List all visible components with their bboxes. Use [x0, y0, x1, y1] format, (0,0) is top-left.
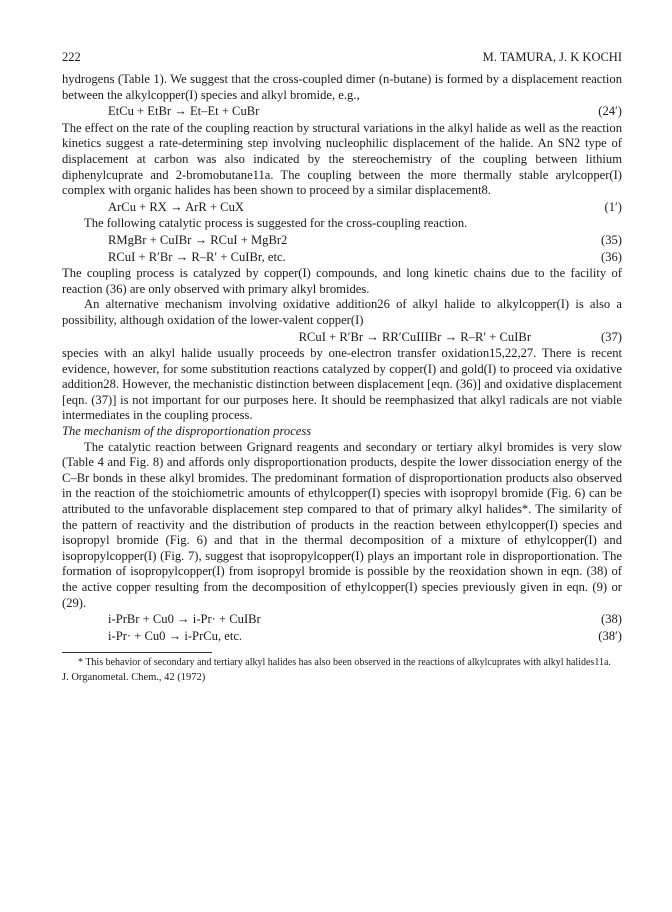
- footnote: * This behavior of secondary and tertiary alkyl halides has also been observed in the reactions of alkylcuprates with alkyl halides11a.: [78, 657, 611, 669]
- equation-text: i-Pr· + Cu0 → i-PrCu, etc.: [108, 628, 243, 643]
- equation: [62, 250, 622, 266]
- equation-label: (36): [601, 249, 622, 264]
- equation-label: (37): [601, 329, 622, 344]
- equation-label: (38): [601, 612, 622, 627]
- paragraph: species with an alkyl halide usually proceeds by one-electron transfer oxidation15,22,27. There is recent evidence, however, for some substitution reactions catalyzed by copper(I) and gold(I) to proceed via oxidative addition28. However, the mechanistic distinction between displacement [eqn. (36)] and oxidative displacement [eqn. (37)] is not important for our purposes here. It should be reemphasized that alkyl radicals are not viable intermediates in the coupling process.: [62, 346, 622, 423]
- equation: [62, 612, 622, 628]
- equation-text: i-PrBr + Cu0 → i-Pr· + CuIBr: [108, 612, 261, 627]
- equation-label: (35): [601, 232, 622, 247]
- running-header: [62, 50, 622, 65]
- journal-citation: J. Organometal. Chem., 42 (1972): [62, 671, 206, 683]
- equation: [62, 330, 622, 346]
- paragraph: The catalytic reaction between Grignard reagents and secondary or tertiary alkyl bromides is very slow (Table 4 and Fig. 8) and affords only disproportionation products, despite the lower dissociation energy of the C–Br bonds in these alkyl bromides. The predominant formation of disproportionation products also observed in the reaction of the stoichiometric amounts of ethylcopper(I) species with isopropyl bromide (Fig. 6) can be attributed to the unfavorable displacement step compared to that of primary alkyl halides*. The similarity of the pattern of reactivity and the distribution of products in the reaction between ethylcopper(I) species and isopropyl bromide (Fig. 6) and that in the thermal decomposition of a mixture of ethylcopper(I) and isopropylcopper(I) (Fig. 7), suggest that isopropylcopper(I) plays an important role in disproportionation. The formation of isopropylcopper(I) from isopropyl bromide is possible by the reoxidation shown in eqn. (38) of the active copper resulting from the decomposition of ethylcopper(I) species previously given in eqn. (9) or (29).: [62, 439, 622, 610]
- footnote-divider: [62, 652, 212, 653]
- paragraph: An alternative mechanism involving oxidative addition26 of alkyl halide to alkylcopper(I) is also a possibility, although oxidation of the lower-valent copper(I): [62, 297, 622, 327]
- equation-label: (24′): [598, 104, 622, 119]
- paragraph: The effect on the rate of the coupling reaction by structural variations in the alkyl halide as well as the reaction kinetics suggest a rate-determining step involving nucleophilic displacement of the halide. An SN2 type of displacement at carbon was also indicated by the stereochemistry of the coupling between lithium diphenylcuprate and 2-bromobutane11a. The coupling between the more thermally stable arylcopper(I) complex with organic halides has been shown to proceed by a similar displacement8.: [62, 120, 622, 198]
- equation-text: ArCu + RX → ArR + CuX: [108, 199, 244, 214]
- equation: [62, 104, 622, 120]
- paragraph: The following catalytic process is suggested for the cross-coupling reaction.: [84, 216, 468, 231]
- equation: [62, 629, 622, 645]
- equation-text: EtCu + EtBr → Et–Et + CuBr: [108, 104, 260, 119]
- running-authors: M. TAMURA, J. K KOCHI: [482, 50, 622, 64]
- page-number: 222: [62, 50, 81, 64]
- equation-label: (38′): [598, 628, 622, 643]
- paragraph: The coupling process is catalyzed by copper(I) compounds, and long kinetic chains due to the facility of reaction (36) are only observed with primary alkyl bromides.: [62, 266, 622, 296]
- section-heading: The mechanism of the disproportionation process: [62, 424, 312, 439]
- paragraph: hydrogens (Table 1). We suggest that the cross-coupled dimer (n-butane) is formed by a displacement reaction between the alkylcopper(I) species and alkyl bromide, e.g.,: [62, 72, 622, 102]
- equation: [62, 200, 622, 216]
- equation: [62, 233, 622, 249]
- equation-text: RCuI + R′Br → R–R′ + CuIBr, etc.: [108, 249, 286, 264]
- equation-label: (1′): [604, 199, 622, 214]
- body-text: [62, 72, 622, 685]
- equation-text: RCuI + R′Br → RR′CuIIIBr → R–R′ + CuIBr: [298, 329, 532, 344]
- equation-text: RMgBr + CuIBr → RCuI + MgBr2: [108, 232, 288, 247]
